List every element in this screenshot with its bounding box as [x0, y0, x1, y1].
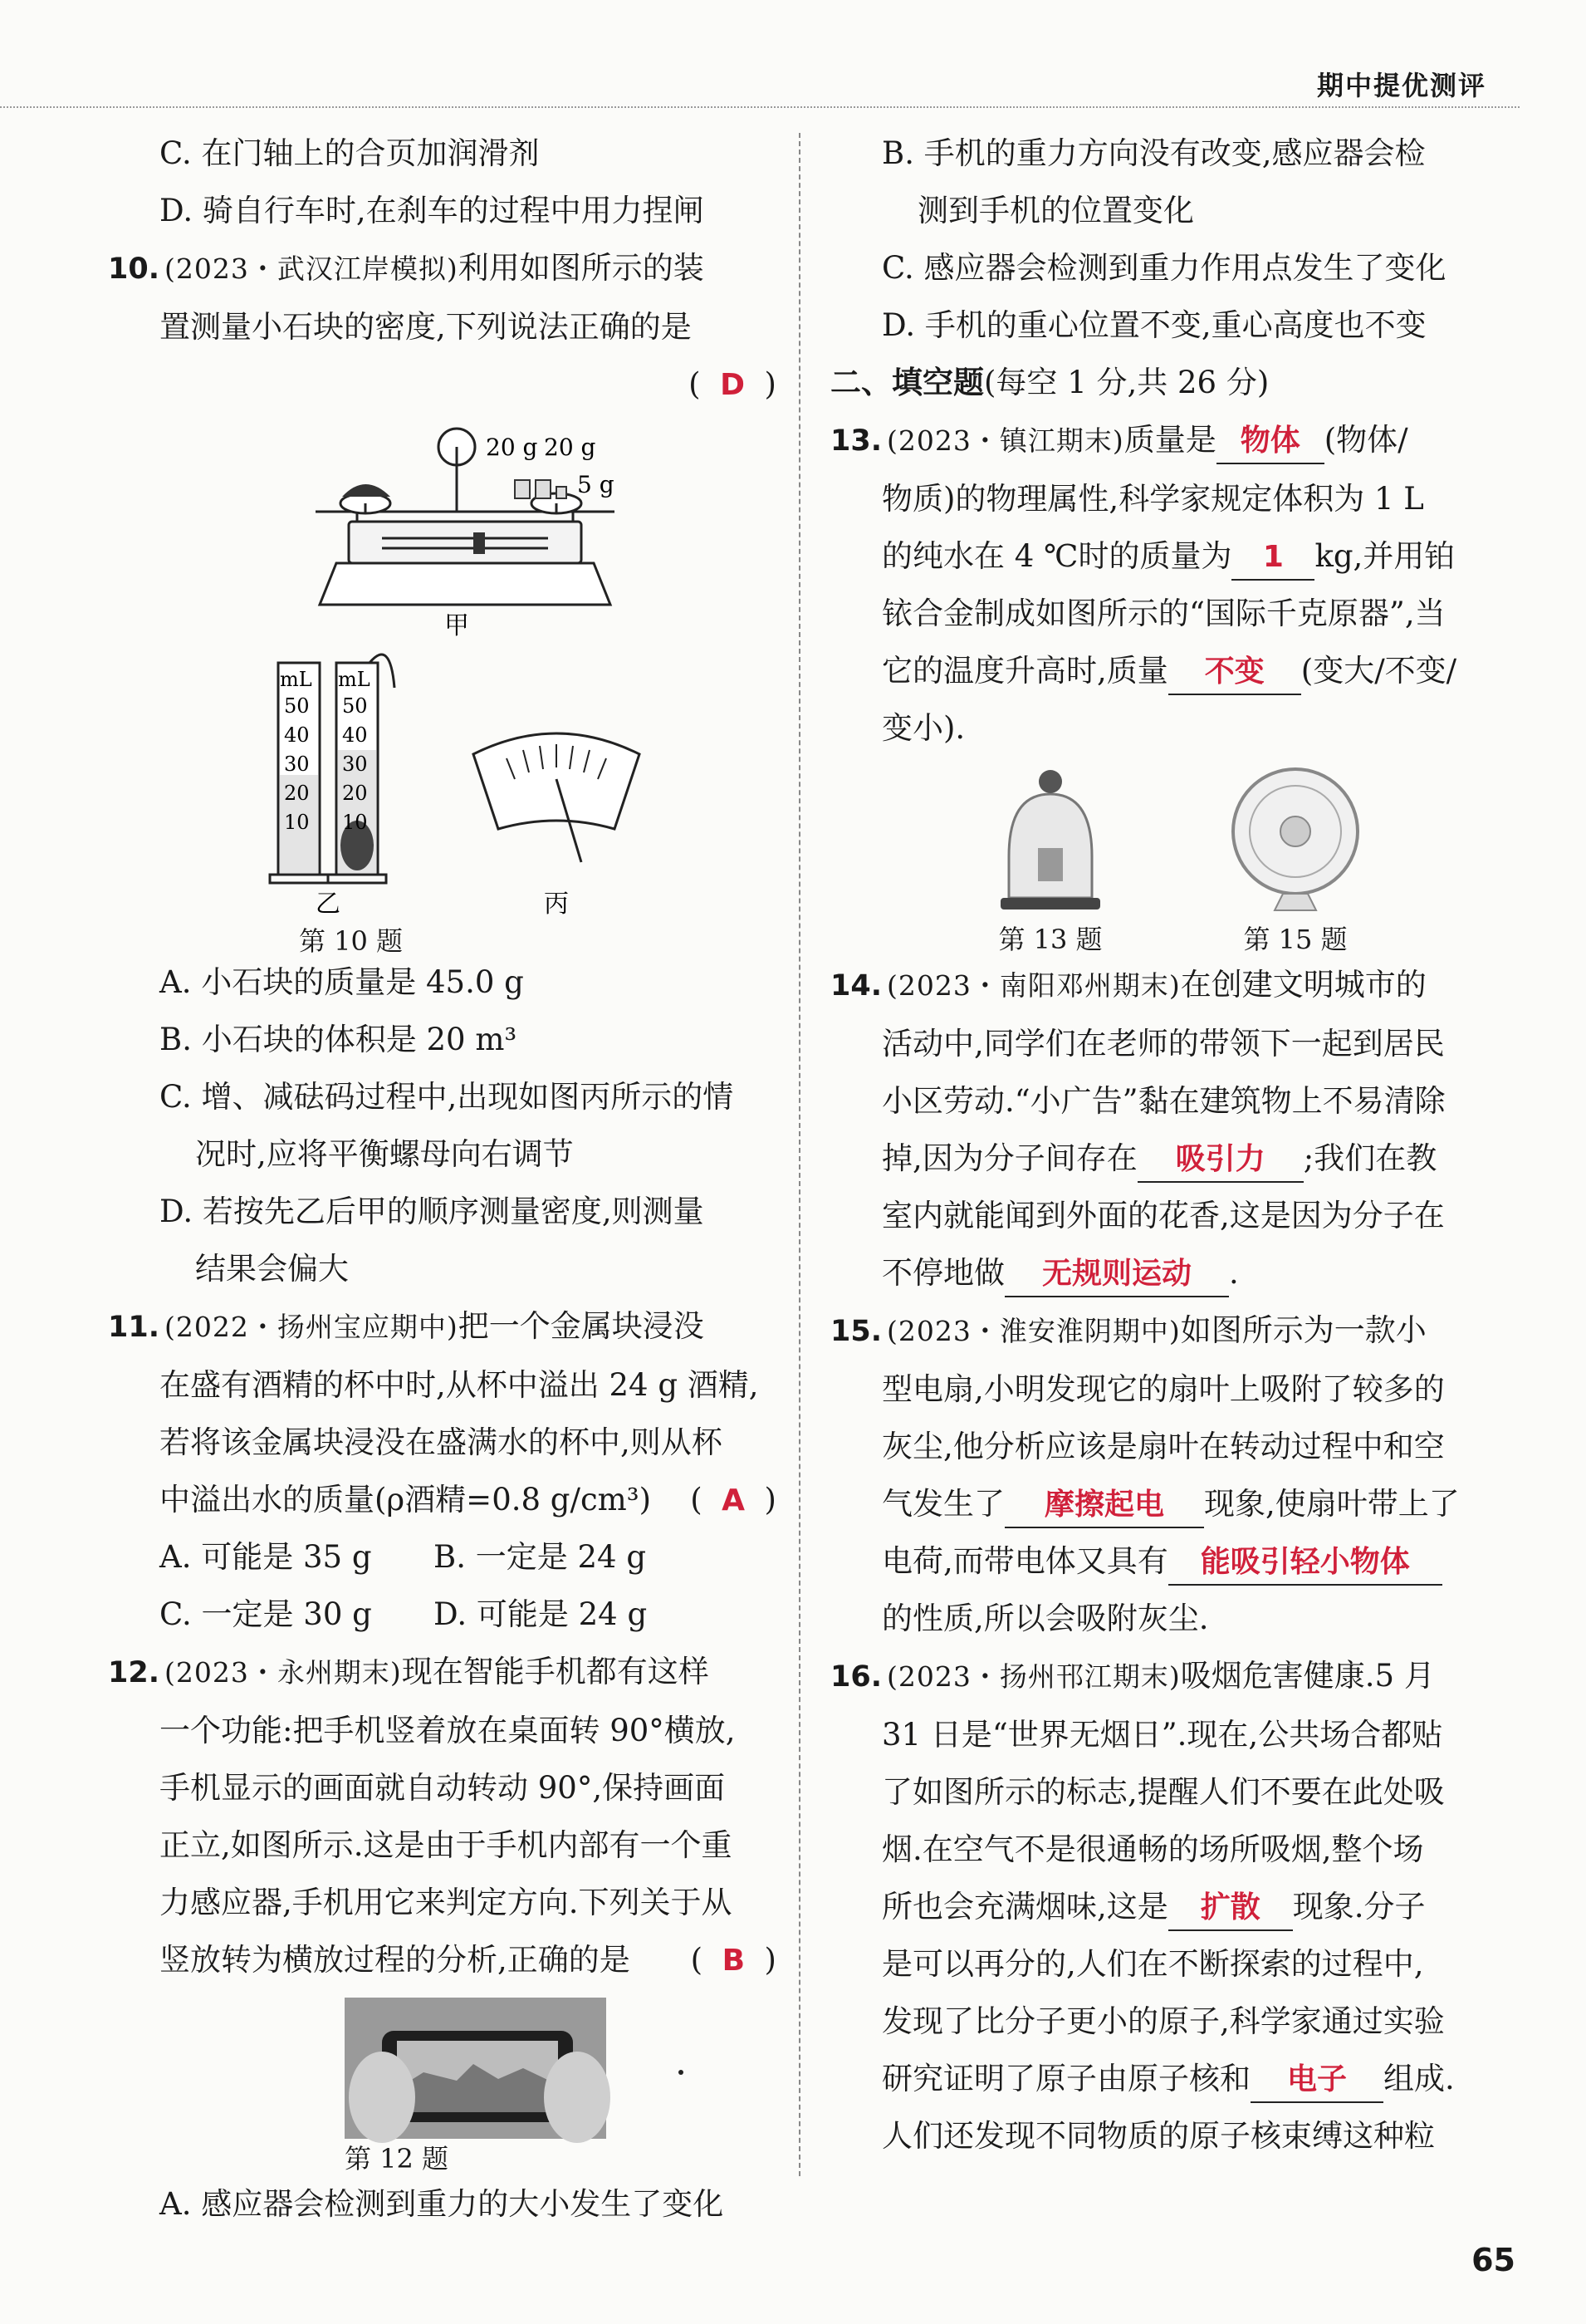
q12-text6: 竖放转为横放过程的分析,正确的是	[159, 1942, 630, 1978]
q13-q15-figures-svg	[830, 757, 1511, 956]
q16-line2: 31 日是“世界无烟日”.现在,公共场合都贴	[882, 1717, 1443, 1753]
q11-stem-line4: 中溢出水的质量(ρ酒精=0.8 g/cm³) ( A )	[159, 1482, 776, 1517]
q15-text: 现象,使扇叶带上了	[1204, 1486, 1460, 1522]
q13-text: 的纯水在 4 ℃时的质量为	[882, 538, 1232, 574]
q13-line2: 物质)的物理属性,科学家规定体积为 1 L	[882, 481, 1424, 517]
q15-line1	[830, 1302, 1511, 1361]
q14-source: (2023・南阳邓州期末)	[887, 969, 1181, 1002]
q16-source: (2023・扬州邗江期末)	[887, 1660, 1181, 1693]
q13-blank-1: 物体	[1216, 419, 1324, 464]
q12-option-b-cont: 测到手机的位置变化	[918, 193, 1194, 228]
cyl2-unit: mL	[338, 668, 370, 691]
weight-label-3: 5 g	[577, 471, 614, 498]
q12-stem-line5: 力感应器,手机用它来判定方向.下列关于从	[159, 1885, 732, 1920]
q10-number: 10.	[108, 253, 160, 286]
q15-source: (2023・淮安淮阴期中)	[887, 1315, 1181, 1347]
fig-label-bing: 丙	[544, 890, 569, 919]
cyl1-unit: mL	[280, 668, 312, 691]
q16-line9: 人们还发现不同物质的原子核束缚这种粒	[882, 2118, 1435, 2154]
q11-text4: 中溢出水的质量(ρ酒精=0.8 g/cm³)	[159, 1482, 652, 1517]
q16-line5	[830, 1878, 1511, 1935]
q15-number: 15.	[830, 1315, 883, 1348]
q15-line5	[830, 1532, 1511, 1590]
page-number: 65	[1471, 2242, 1515, 2278]
q11-option-b: B. 一定是 24 g	[433, 1539, 647, 1575]
q10-figure-svg	[108, 414, 785, 954]
cyl1-tick: 10	[284, 811, 310, 834]
q13-line1	[830, 411, 1511, 470]
q12-answer: B	[722, 1944, 746, 1978]
q13-text: (物体/	[1324, 422, 1408, 458]
q16-line1	[830, 1647, 1511, 1706]
q13-line3	[830, 527, 1511, 585]
q11-options-row1	[108, 1528, 785, 1586]
q11-answer: A	[722, 1483, 746, 1517]
cyl2-tick: 50	[342, 694, 368, 718]
page-header-title: 期中提优测评	[1316, 70, 1486, 101]
q12-option-d: D. 手机的重心位置不变,重心高度也不变	[882, 307, 1427, 343]
q14-blank-2: 无规则运动	[1005, 1253, 1229, 1297]
q16-text: 组成.	[1383, 2061, 1455, 2096]
weight-label-2: 20 g	[544, 434, 596, 461]
q14-line6	[830, 1244, 1511, 1302]
weight-label-1: 20 g	[486, 434, 538, 461]
q16-text: 研究证明了原子由原子核和	[882, 2061, 1251, 2096]
column-divider	[799, 133, 800, 2176]
q10-stem-line2: 置测量小石块的密度,下列说法正确的是	[159, 309, 692, 345]
q13-q15-figures	[830, 757, 1511, 956]
q10-source: (2023・武汉江岸模拟)	[164, 253, 458, 285]
q12-source: (2023・永州期末)	[164, 1656, 402, 1689]
q11-stem-line2: 在盛有酒精的杯中时,从杯中溢出 24 g 酒精,	[159, 1367, 759, 1403]
q10-option-d-cont: 结果会偏大	[195, 1251, 349, 1287]
q11-option-c: C. 一定是 30 g	[159, 1596, 372, 1632]
q15-line4	[830, 1475, 1511, 1532]
section-2-note: (每空 1 分,共 26 分)	[984, 365, 1270, 400]
fig-label-jia: 甲	[444, 611, 469, 640]
right-column	[830, 125, 1511, 2165]
q13-caption: 第 13 题	[998, 924, 1103, 955]
q11-source: (2022・扬州宝应期中)	[164, 1311, 458, 1343]
q10-option-a: A. 小石块的质量是 45.0 g	[159, 964, 524, 1000]
cyl1-tick: 30	[284, 753, 310, 776]
q10-option-c-cont: 况时,应将平衡螺母向右调节	[195, 1136, 574, 1172]
q12-stem-line3: 手机显示的画面就自动转动 90°,保持画面	[159, 1770, 726, 1806]
q12-number: 12.	[108, 1656, 160, 1689]
q11-stem-line1	[108, 1297, 785, 1356]
q13-number: 13.	[830, 424, 883, 458]
q12-stem-line4: 正立,如图所示.这是由于手机内部有一个重	[159, 1827, 732, 1863]
q10-text: 利用如图所示的装	[458, 250, 704, 286]
q14-text: 掉,因为分子间存在	[882, 1140, 1138, 1176]
q11-option-d: D. 可能是 24 g	[433, 1596, 648, 1632]
q16-line6: 是可以再分的,人们在不断探索的过程中,	[882, 1946, 1424, 1982]
q13-blank-3: 不变	[1168, 650, 1301, 695]
q15-caption: 第 15 题	[1243, 924, 1348, 955]
q14-line4	[830, 1130, 1511, 1187]
q12-option-a: A. 感应器会检测到重力的大小发生了变化	[159, 2186, 724, 2222]
q15-text: 如图所示为一款小	[1180, 1312, 1427, 1348]
q13-line4: 铱合金制成如图所示的“国际千克原器”,当	[882, 596, 1446, 631]
q16-text: 吸烟危害健康.5 月	[1180, 1658, 1435, 1694]
q15-text: 气发生了	[882, 1486, 1005, 1522]
q16-blank-1: 扩散	[1168, 1886, 1293, 1931]
q14-text: ;我们在教	[1303, 1140, 1437, 1176]
q12-stem-line1	[108, 1643, 785, 1702]
cyl2-tick: 10	[342, 811, 368, 834]
q15-blank-1: 摩擦起电	[1005, 1483, 1204, 1528]
q12-caption: 第 12 题	[344, 2143, 449, 2174]
cyl2-tick: 20	[342, 782, 368, 805]
q15-text: 电荷,而带电体又具有	[882, 1543, 1168, 1579]
cyl2-tick: 40	[342, 723, 368, 747]
q13-text: kg,并用铂	[1314, 538, 1456, 574]
q10-stem-line1	[108, 239, 785, 298]
q11-stem-line3: 若将该金属块浸没在盛满水的杯中,则从杯	[159, 1424, 722, 1460]
q10-caption: 第 10 题	[298, 925, 404, 957]
q14-line1	[830, 956, 1511, 1015]
q14-blank-1: 吸引力	[1138, 1138, 1304, 1183]
q14-number: 14.	[830, 969, 883, 1003]
section-2-title: 二、填空题	[830, 365, 984, 400]
q11-options-row2	[108, 1586, 785, 1643]
q13-text: (变大/不变/	[1300, 653, 1457, 689]
q13-text: 它的温度升高时,质量	[882, 653, 1168, 689]
cyl2-tick: 30	[342, 753, 368, 776]
q12-stem-line2: 一个功能:把手机竖着放在桌面转 90°横放,	[159, 1713, 736, 1748]
q12-figure	[108, 1988, 785, 2175]
q10-option-b: B. 小石块的体积是 20 m³	[159, 1022, 517, 1057]
q16-text: 所也会充满烟味,这是	[882, 1889, 1168, 1924]
q13-line5	[830, 642, 1511, 699]
q10-option-c: C. 增、减砝码过程中,出现如图丙所示的情	[159, 1079, 734, 1115]
fig-label-yi: 乙	[316, 890, 340, 919]
cyl1-tick: 50	[284, 694, 310, 718]
q16-number: 16.	[830, 1660, 883, 1694]
cyl1-tick: 40	[284, 723, 310, 747]
left-column	[108, 125, 785, 2233]
q16-text: 现象.分子	[1292, 1889, 1426, 1924]
q14-text: .	[1229, 1255, 1239, 1291]
q16-line8	[830, 2050, 1511, 2107]
q10-figure	[108, 414, 785, 957]
q13-text: 质量是	[1123, 422, 1216, 458]
q11-text: 把一个金属块浸没	[458, 1308, 704, 1344]
q12-stem-line6: 竖放转为横放过程的分析,正确的是 ( B )	[159, 1942, 776, 1978]
q14-line5: 室内就能闻到外面的花香,这是因为分子在	[882, 1198, 1445, 1233]
section-2-heading	[830, 354, 1511, 411]
q13-line6: 变小).	[882, 710, 966, 746]
header-rule	[0, 106, 1520, 108]
q15-blank-2: 能吸引轻小物体	[1168, 1541, 1442, 1586]
q15-line2: 型电扇,小明发现它的扇叶上吸附了较多的	[882, 1371, 1445, 1407]
q10-answer: D	[720, 368, 746, 402]
q10-option-d: D. 若按先乙后甲的顺序测量密度,则测量	[159, 1194, 704, 1229]
cyl1-tick: 20	[284, 782, 310, 805]
q14-line3: 小区劳动.“小广告”黏在建筑物上不易清除	[882, 1083, 1446, 1119]
q9-option-d: D. 骑自行车时,在刹车的过程中用力捏闸	[159, 193, 704, 228]
q15-line6: 的性质,所以会吸附灰尘.	[882, 1601, 1209, 1636]
q14-text: 不停地做	[882, 1255, 1005, 1291]
q16-line3: 了如图所示的标志,提醒人们不要在此处吸	[882, 1774, 1445, 1810]
q11-option-a: A. 可能是 35 g	[159, 1539, 372, 1575]
q16-line4: 烟.在空气不是很通畅的场所吸烟,整个场	[882, 1831, 1424, 1867]
q14-line2: 活动中,同学们在老师的带领下一起到居民	[882, 1026, 1445, 1061]
q10-answer-paren: ( D )	[688, 366, 776, 402]
q16-line7: 发现了比分子更小的原子,科学家通过实验	[882, 2003, 1445, 2039]
q16-blank-2: 电子	[1251, 2058, 1383, 2103]
q12-text: 现在智能手机都有这样	[401, 1654, 709, 1689]
q11-number: 11.	[108, 1311, 160, 1344]
q15-line3: 灰尘,他分析应该是扇叶在转动过程中和空	[882, 1429, 1445, 1464]
q9-option-c: C. 在门轴上的合页加润滑剂	[159, 135, 540, 171]
q13-blank-2: 1	[1231, 536, 1314, 581]
q12-option-b: B. 手机的重力方向没有改变,感应器会检	[882, 135, 1426, 171]
q14-text: 在创建文明城市的	[1180, 967, 1427, 1003]
q13-source: (2023・镇江期末)	[887, 424, 1124, 457]
q12-option-c: C. 感应器会检测到重力作用点发生了变化	[882, 250, 1446, 286]
